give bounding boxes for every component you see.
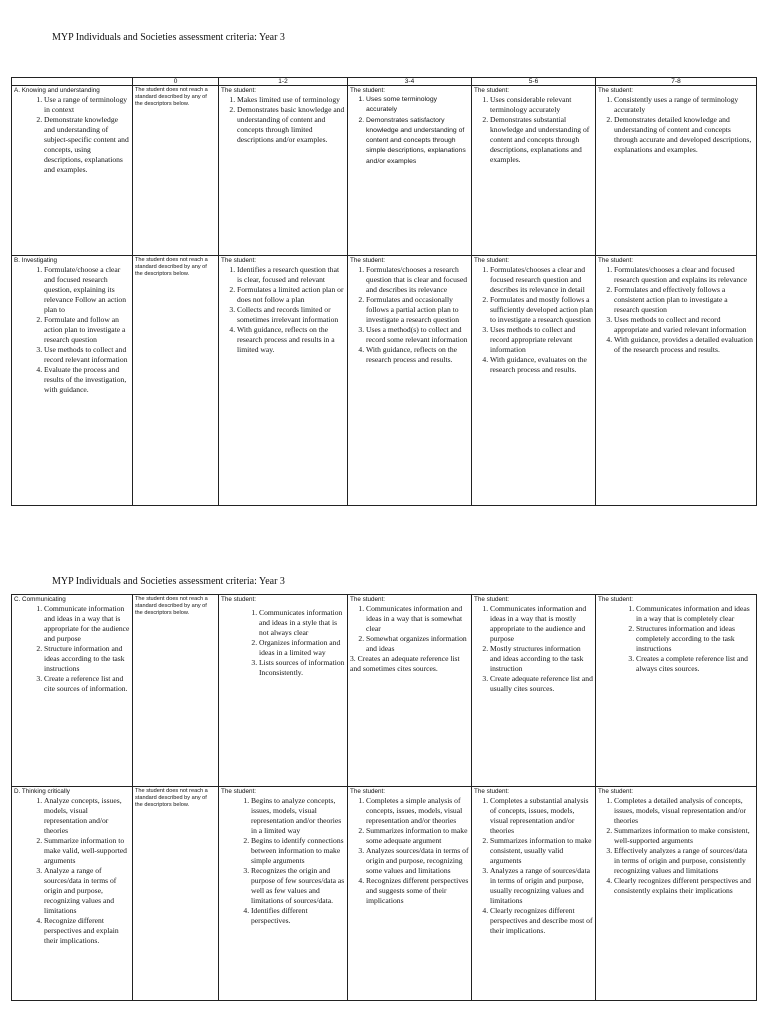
- list-item: 4. Recognizes different perspectives and suggests some of their implications: [366, 876, 469, 906]
- list-item: 2. Formulate and follow an action plan to investigate a research question: [44, 315, 130, 345]
- lead-text: The student:: [598, 788, 634, 795]
- criterion-title: D. Thinking critically: [14, 788, 70, 795]
- page-title-2: MYP Individuals and Societies assessment criteria: Year 3: [52, 576, 285, 587]
- list-item: 1. Begins to analyze concepts, issues, models, visual representation and/or theories in a limited way: [251, 796, 345, 836]
- descriptor-list: [350, 796, 469, 906]
- list-item: 2. Summarize information to make valid, well-supported arguments: [44, 836, 130, 866]
- list-item: 4. With guidance, reflects on the research process and results in a limited way.: [237, 325, 345, 355]
- descriptor-list: [221, 796, 345, 926]
- descriptor-list: [474, 95, 593, 165]
- level-cell: [219, 595, 348, 787]
- lead-text: The student:: [350, 87, 386, 94]
- list-item: 1. Completes a simple analysis of concepts, issues, models, visual representation and/or theories: [366, 796, 469, 826]
- list-item: 3. Uses a method(s) to collect and record some relevant information: [366, 325, 469, 345]
- descriptor-list: [474, 265, 593, 375]
- list-item: 3. Create adequate reference list and usually cites sources.: [490, 674, 593, 694]
- list-item: 2. Formulates and effectively follows a consistent action plan to investigate a research question: [614, 285, 754, 315]
- level-cell: [472, 787, 596, 1001]
- criterion-cell: [12, 595, 133, 787]
- list-item: 4. Evaluate the process and results of the investigation, with guidance.: [44, 365, 130, 395]
- level-0-text: The student does not reach a standard described by any of the descriptors below.: [135, 788, 208, 808]
- list-item: 4. With guidance, provides a detailed evaluation of the research process and results.: [614, 335, 754, 355]
- lead-text: The student:: [598, 596, 634, 603]
- criterion-row-a: [12, 86, 757, 256]
- list-item: 3. Effectively analyzes a range of sources/data in terms of origin and purpose, consistently recognizing values and limitations: [614, 846, 754, 876]
- list-item: 2. Summarizes information to make consistent, usually valid arguments: [490, 836, 593, 866]
- list-item: 1. Analyze concepts, issues, models, visual representation and/or theories: [44, 796, 130, 836]
- list-item: 1. Completes a substantial analysis of concepts, issues, models, visual representation and/or theories: [490, 796, 593, 836]
- lead-text: The student:: [350, 596, 386, 603]
- lead-text: The student:: [350, 788, 386, 795]
- list-item: 4. Identifies different perspectives.: [251, 906, 345, 926]
- list-item: 1. Communicate information and ideas in a way that is appropriate for the audience and purpose: [44, 604, 130, 644]
- level-0-text: The student does not reach a standard described by any of the descriptors below.: [135, 87, 208, 107]
- level-cell: [348, 787, 472, 1001]
- descriptor-list: [598, 95, 754, 155]
- list-item: 1. Uses some terminology accurately: [366, 95, 469, 116]
- list-item: 4. With guidance, evaluates on the research process and results.: [490, 355, 593, 375]
- descriptor-list: [221, 608, 345, 678]
- level-cell: [348, 86, 472, 256]
- criterion-list: [14, 796, 130, 946]
- criterion-cell: [12, 787, 133, 1001]
- criterion-row-c: [12, 595, 757, 787]
- list-item: 2. Demonstrates substantial knowledge and understanding of content and concepts through descriptions, explanations and examples.: [490, 115, 593, 165]
- list-item: 2. Begins to identify connections between information to make simple arguments: [251, 836, 345, 866]
- criterion-list: [14, 95, 130, 175]
- list-item: 3. Collects and records limited or sometimes irrelevant information: [237, 305, 345, 325]
- criterion-list: [14, 265, 130, 395]
- list-item: 3. Analyze a range of sources/data in terms of origin and purpose, recognizing values and limitations: [44, 866, 130, 916]
- list-item: 2. Structure information and ideas according to the task instructions: [44, 644, 130, 674]
- level-cell: [472, 595, 596, 787]
- rubric-table-1: [11, 77, 757, 506]
- list-item: 1. Formulates/chooses a research question that is clear and focused and describes its relevance: [366, 265, 469, 295]
- list-item: 1. Makes limited use of terminology: [237, 95, 345, 105]
- list-item: 1. Communicates information and ideas in a way that is completely clear: [636, 604, 754, 624]
- lead-text: The student:: [474, 87, 510, 94]
- descriptor-list: [221, 265, 345, 355]
- header-row: [12, 78, 757, 86]
- level-cell: [219, 86, 348, 256]
- list-item: 3. Uses methods to collect and record appropriate relevant information: [490, 325, 593, 355]
- list-item: 1. Completes a detailed analysis of concepts, issues, models, visual representation and/or theories: [614, 796, 754, 826]
- header-level-0: 0: [133, 78, 219, 86]
- lead-text: The student:: [474, 257, 510, 264]
- level-cell: [348, 256, 472, 506]
- list-item: 3. Uses methods to collect and record appropriate and varied relevant information: [614, 315, 754, 335]
- level-cell: [348, 595, 472, 787]
- list-item: 2. Formulates a limited action plan or does not follow a plan: [237, 285, 345, 305]
- list-item: 1. Consistently uses a range of terminology accurately: [614, 95, 754, 115]
- lead-text: The student:: [221, 87, 257, 94]
- list-item: 1. Communicates information and ideas in a way that is somewhat clear: [366, 604, 469, 634]
- level-0-text: The student does not reach a standard described by any of the descriptors below.: [135, 596, 208, 616]
- criterion-cell: [12, 256, 133, 506]
- level-0-cell: [133, 787, 219, 1001]
- lead-text: The student:: [474, 596, 510, 603]
- criterion-cell: [12, 86, 133, 256]
- descriptor-list: [350, 95, 469, 167]
- lead-text: The student:: [221, 788, 257, 795]
- list-item: 3. Creates a complete reference list and always cites sources.: [636, 654, 754, 674]
- descriptor-list: [598, 265, 754, 355]
- list-item: 3. Use methods to collect and record relevant information: [44, 345, 130, 365]
- level-cell: [219, 256, 348, 506]
- level-cell: [472, 86, 596, 256]
- descriptor-list: [598, 796, 754, 896]
- criterion-list: [14, 604, 130, 694]
- list-item: 3. Lists sources of information Inconsistently.: [259, 658, 345, 678]
- lead-text: The student:: [474, 788, 510, 795]
- list-item: 2. Demonstrates detailed knowledge and understanding of content and concepts through accurate and developed descriptions, explanations and examples.: [614, 115, 754, 155]
- list-item: 1. Use a range of terminology in context: [44, 95, 130, 115]
- list-item: 2. Mostly structures information and ideas according to the task instruction: [490, 644, 593, 674]
- list-item: 2. Demonstrates basic knowledge and understanding of content and concepts through limited descriptions and/or examples.: [237, 105, 345, 145]
- lead-text: The student:: [598, 257, 634, 264]
- descriptor-list: [350, 265, 469, 365]
- list-item: 2. Summarizes information to make consistent, well-supported arguments: [614, 826, 754, 846]
- level-0-cell: [133, 256, 219, 506]
- criterion-title: C. Communicating: [14, 596, 66, 603]
- list-item: 1. Formulates/chooses a clear and focused research question and describes its relevance in detail: [490, 265, 593, 295]
- level-cell: [219, 787, 348, 1001]
- list-item: 3. Analyzes sources/data in terms of origin and purpose, recognizing some values and limitations: [366, 846, 469, 876]
- list-item: 2. Somewhat organizes information and ideas: [366, 634, 469, 654]
- list-item: 1. Communicates information and ideas in a way that is mostly appropriate to the audience and purpose: [490, 604, 593, 644]
- list-item: 4. Clearly recognizes different perspectives and describe most of their implications.: [490, 906, 593, 936]
- criterion-title: B. Investigating: [14, 257, 58, 264]
- level-cell: [596, 787, 757, 1001]
- list-item: 1. Identifies a research question that is clear, focused and relevant: [237, 265, 345, 285]
- header-criterion: [12, 78, 133, 86]
- level-cell: [596, 595, 757, 787]
- criterion-row-b: [12, 256, 757, 506]
- header-level-1-2: 1-2: [219, 78, 348, 86]
- list-item: 2. Demonstrates satisfactory knowledge and understanding of content and concepts through simple descriptions, explanations and/or examples: [366, 116, 469, 167]
- list-item: 1. Communicates information and ideas in a style that is not always clear: [259, 608, 345, 638]
- criterion-title: A. Knowing and understanding: [14, 87, 100, 94]
- list-item: 2. Summarizes information to make some adequate argument: [366, 826, 469, 846]
- page-title: MYP Individuals and Societies assessment criteria: Year 3: [52, 32, 285, 43]
- descriptor-list: [350, 604, 469, 654]
- list-item: 3. Analyzes a range of sources/data in terms of origin and purpose, usually recognizing values and limitations: [490, 866, 593, 906]
- lead-text: The student:: [221, 596, 257, 603]
- list-item: 4. Recognize different perspectives and explain their implications.: [44, 916, 130, 946]
- descriptor-extra: 3. Creates an adequate reference list and sometimes cites sources.: [350, 654, 460, 673]
- level-cell: [472, 256, 596, 506]
- list-item: 1. Uses considerable relevant terminology accurately: [490, 95, 593, 115]
- list-item: 2. Formulates and occasionally follows a partial action plan to investigate a research question: [366, 295, 469, 325]
- list-item: 2. Structures information and ideas completely according to the task instructions: [636, 624, 754, 654]
- list-item: 2. Formulates and mostly follows a sufficiently developed action plan to investigate a research question: [490, 295, 593, 325]
- rubric-table-2: [11, 594, 757, 1001]
- list-item: 1. Formulates/chooses a clear and focused research question and explains its relevance: [614, 265, 754, 285]
- level-0-text: The student does not reach a standard described by any of the descriptors below.: [135, 257, 208, 277]
- list-item: 4. Clearly recognizes different perspectives and consistently explains their implications: [614, 876, 754, 896]
- list-item: 3. Recognizes the origin and purpose of few sources/data as well as few values and limitations of sources/data.: [251, 866, 345, 906]
- lead-text: The student:: [221, 257, 257, 264]
- lead-text: The student:: [598, 87, 634, 94]
- lead-text: The student:: [350, 257, 386, 264]
- list-item: 4. With guidance, reflects on the research process and results.: [366, 345, 469, 365]
- level-cell: [596, 86, 757, 256]
- list-item: 3. Create a reference list and cite sources of information.: [44, 674, 130, 694]
- list-item: 1. Formulate/choose a clear and focused research question, explaining its relevance Follow an action plan to: [44, 265, 130, 315]
- descriptor-list: [474, 604, 593, 694]
- criterion-row-d: [12, 787, 757, 1001]
- level-0-cell: [133, 86, 219, 256]
- level-0-cell: [133, 595, 219, 787]
- header-level-7-8: 7-8: [596, 78, 757, 86]
- header-level-5-6: 5-6: [472, 78, 596, 86]
- level-cell: [596, 256, 757, 506]
- list-item: 2. Demonstrate knowledge and understanding of subject-specific content and concepts, using descriptions, explanations and examples.: [44, 115, 130, 175]
- header-level-3-4: 3-4: [348, 78, 472, 86]
- list-item: 2. Organizes information and ideas in a limited way: [259, 638, 345, 658]
- descriptor-list: [598, 604, 754, 674]
- descriptor-list: [221, 95, 345, 145]
- descriptor-list: [474, 796, 593, 936]
